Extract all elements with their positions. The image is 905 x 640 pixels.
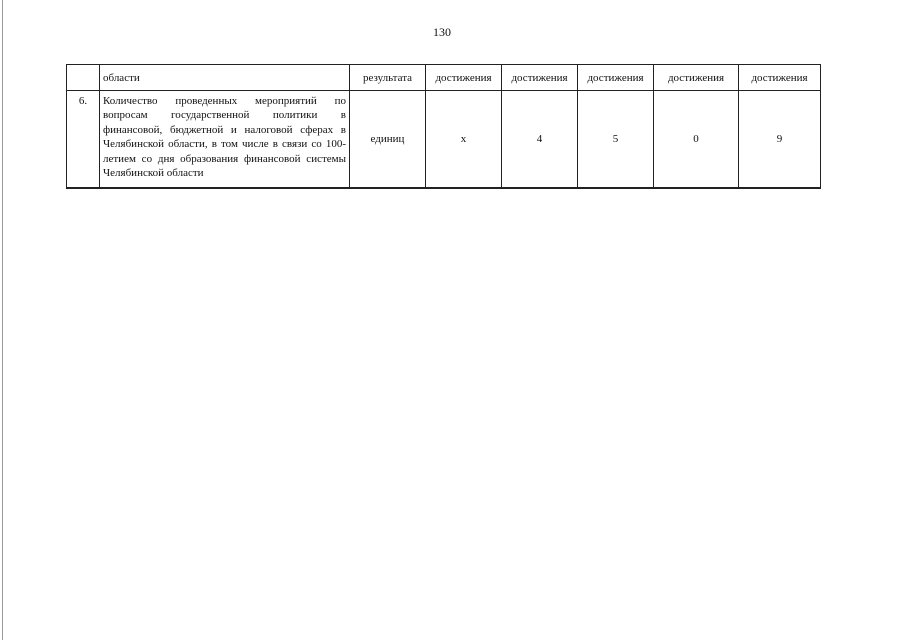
row-col2-cell: 4 xyxy=(502,91,578,188)
header-col4-cell: достижения xyxy=(654,65,739,91)
header-col2-cell: достижения xyxy=(502,65,578,91)
header-col3-cell: достижения xyxy=(578,65,654,91)
header-unit-cell: результата xyxy=(350,65,426,91)
page-number: 130 xyxy=(433,25,451,39)
row-col5-cell: 9 xyxy=(739,91,821,188)
row-unit-cell: единиц xyxy=(350,91,426,188)
row-col3-cell: 5 xyxy=(578,91,654,188)
indicators-table xyxy=(66,64,821,188)
page-left-edge-line xyxy=(2,0,3,640)
header-name-cell: области xyxy=(100,65,350,91)
table-row xyxy=(67,91,821,188)
header-col5-cell: достижения xyxy=(739,65,821,91)
row-col1-cell: x xyxy=(426,91,502,188)
row-col4-cell: 0 xyxy=(654,91,739,188)
row-name-cell: Количество проведенных мероприятий по вопросам государственной политики в финансовой, бюджетной и налоговой сферах в Челябинской области, в том числе в связи со 100-летием со дня образования финансовой системы Челябинской области xyxy=(100,91,350,188)
header-col1-cell: достижения xyxy=(426,65,502,91)
table-bottom-rule xyxy=(66,188,821,189)
table-header-row xyxy=(67,65,821,91)
header-num-cell xyxy=(67,65,100,91)
row-num-cell: 6. xyxy=(67,91,100,188)
